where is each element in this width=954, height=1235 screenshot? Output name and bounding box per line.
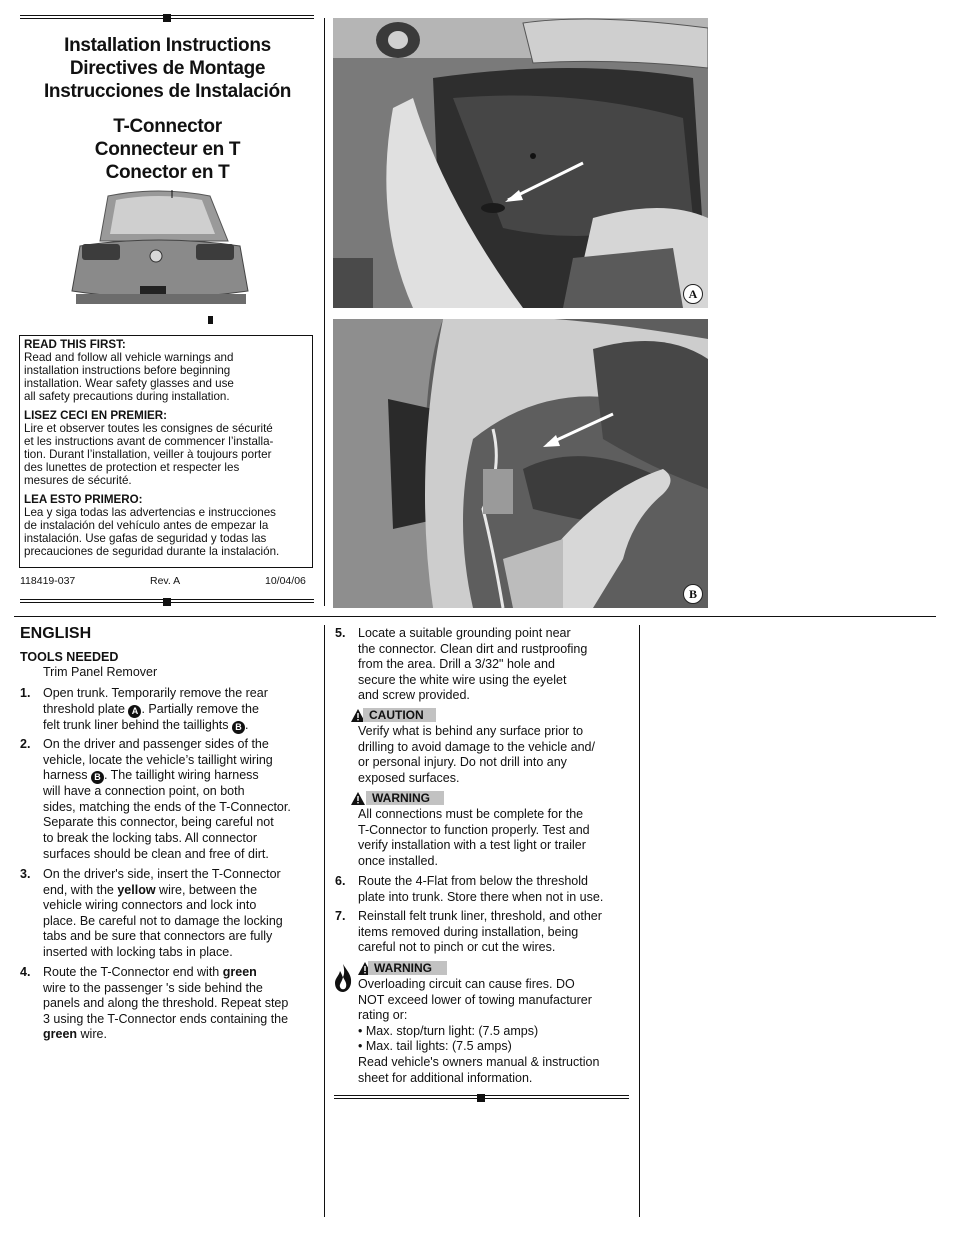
step-number: 7. (335, 909, 346, 923)
warning-triangle-icon (351, 792, 365, 805)
fire-icon (333, 963, 353, 993)
column-divider-2 (639, 625, 640, 1217)
text-line: once installed. (358, 853, 438, 868)
photo-a-label: A (683, 284, 703, 304)
text-line: Verify what is behind any surface prior to (358, 724, 584, 738)
car-rear-image (60, 186, 255, 326)
product-spanish: Conector en T (105, 162, 230, 183)
text-line: Read vehicle's owners manual & instruction (358, 1054, 600, 1069)
read-first-heading-fr: LISEZ CECI EN PREMIER: (24, 409, 168, 422)
step-text: On the driver's side, insert the T-Connector end, with the yellow wire, between the vehicle wiring connectors and lock into place. Be careful not to damage the locking tabs and be sure that connectors are fully inserted with locking tabs in place. (43, 867, 283, 959)
photo-b-label: B (683, 584, 703, 604)
text-line: T-Connector to function properly. Test and (358, 822, 590, 837)
section-divider (14, 616, 936, 617)
section-title-english: ENGLISH (20, 625, 92, 642)
part-number: 118419-037 (20, 575, 76, 587)
caution-text (358, 724, 633, 786)
photo-a-reference-icon: A (128, 705, 141, 718)
step-number: 3. (20, 867, 31, 881)
text-line: rating or: (358, 1008, 408, 1023)
step-number: 4. (20, 965, 31, 979)
step-text: Reinstall felt trunk liner, threshold, and other items removed during installation, being careful not to pinch or cut the wires. (358, 909, 602, 955)
text-line: • Max. tail lights: (7.5 amps) (358, 1039, 512, 1054)
caution-label: CAUTION (363, 708, 436, 722)
step-text: Locate a suitable grounding point near the connector. Clean dirt and rustproofing from the area. Drill a 3/32" hole and secure the white wire using the eyelet and screw provided. (358, 626, 588, 703)
product-english: T-Connector (113, 116, 222, 137)
step-text: Route the 4-Flat from below the threshold plate into trunk. Store there when not in use. (358, 874, 604, 904)
photo-b-taillight-harness (333, 319, 708, 608)
top-rule-marker (163, 14, 171, 22)
title-french: Directives de Montage (69, 58, 266, 79)
warning-text-2 (358, 977, 633, 1086)
step-text: Open trunk. Temporarily remove the rear threshold plate A . Partially remove the felt trunk liner behind the taillights B . (43, 686, 268, 732)
text-line: sheet for additional information. (358, 1070, 533, 1085)
read-first-box (19, 335, 313, 568)
read-first-text-fr: Lire et observer toutes les consignes de sécurité et les instructions avant de commencer l’installa- tion. Durant l’installation, veiller à toujours porter des lunettes de protection et respecter les mesures de sécurité. (24, 422, 274, 487)
photo-a-illustration (333, 18, 708, 308)
text-line: NOT exceed lower of towing manufacturer (358, 992, 592, 1007)
step-text: On the driver and passenger sides of the vehicle, locate the vehicle’s taillight wiring harness B . The taillight wiring harness will have a connection point, on both sides, matching the ends of the T-Connector. Separate this connector, being careful not to break the locking tabs. All connector surfaces should be clean and free of dirt. (43, 737, 291, 861)
photo-a-trunk (333, 18, 708, 308)
text-line: verify installation with a test light or trailer (358, 838, 586, 853)
revision: Rev. A (150, 575, 181, 587)
photo-b-reference-icon: B (232, 721, 245, 734)
read-first-heading-en: READ THIS FIRST: (24, 338, 126, 351)
step-number: 2. (20, 737, 31, 751)
warning-label: WARNING (366, 791, 444, 805)
text-line: or personal injury. Do not drill into any (358, 755, 567, 770)
tools-needed-heading: TOOLS NEEDED (20, 650, 119, 664)
date: 10/04/06 (265, 575, 306, 587)
text-line: Overloading circuit can cause fires. DO (358, 977, 575, 991)
text-line: All connections must be complete for the (358, 807, 584, 821)
left-bottom-rule-marker (163, 598, 171, 606)
column-divider-1 (324, 625, 325, 1217)
step-number: 5. (335, 626, 346, 640)
read-first-text-en: Read and follow all vehicle warnings and installation instructions before beginning installation. Wear safety glasses and use all safety precautions during installation. (24, 351, 234, 403)
top-column-divider (324, 18, 325, 606)
step-number: 6. (335, 874, 346, 888)
read-first-heading-es: LEA ESTO PRIMERO: (24, 493, 143, 506)
photo-b-illustration (333, 319, 708, 608)
title-spanish: Instrucciones de Instalación (43, 81, 292, 102)
text-line: drilling to avoid damage to the vehicle and/ (358, 739, 595, 754)
step-number: 1. (20, 686, 31, 700)
warning-text (358, 807, 633, 869)
read-first-text-es: Lea y siga todas las advertencias e instrucciones de instalación del vehículo antes de empezar la instalación. Use gafas de seguridad y todas las precauciones de seguridad durante la instalación. (24, 506, 280, 558)
step-text: Route the T-Connector end with green wire to the passenger 's side behind the panels and along the threshold. Repeat step 3 using the T-Connector ends containing the green wire. (43, 965, 289, 1042)
title-block (20, 34, 315, 184)
product-french: Connecteur en T (94, 139, 241, 160)
warning-label-2: WARNING (368, 961, 447, 975)
middle-bottom-rule-marker (477, 1094, 485, 1102)
tools-needed-value: Trim Panel Remover (43, 665, 158, 679)
text-line: exposed surfaces. (358, 770, 460, 785)
photo-b-reference-icon: B (91, 771, 104, 784)
title-english: Installation Instructions (64, 35, 271, 56)
text-line: • Max. stop/turn light: (7.5 amps) (358, 1023, 539, 1038)
